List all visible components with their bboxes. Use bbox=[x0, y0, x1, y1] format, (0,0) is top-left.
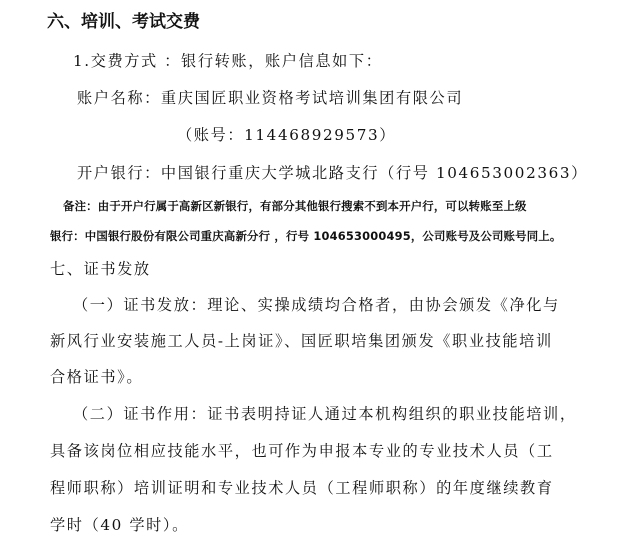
account-number-line: （账号：114468929573） bbox=[177, 126, 397, 144]
certificate-issuance-line-3: 合格证书》。 bbox=[50, 368, 144, 386]
bank-note-line-2: 银行：中国银行股份有限公司重庆高新分行 ，行号 104653000495，公司账号及公司账号同上。 bbox=[50, 229, 562, 243]
bank-note-line-1: 备注：由于开户行属于高新区新银行，有部分其他银行搜索不到本开户行，可以转账至上级 bbox=[63, 199, 527, 213]
bank-line: 开户银行：中国银行重庆大学城北路支行（行号 104653002363） bbox=[77, 164, 588, 182]
section-6-heading: 六、培训、考试交费 bbox=[47, 12, 200, 32]
certificate-usage-line-4: 学时（40 学时）。 bbox=[50, 516, 189, 534]
certificate-issuance-line-2: 新风行业安装施工人员-上岗证》、国匠职培集团颁发《职业技能培训 bbox=[50, 332, 553, 350]
section-7-heading: 七、证书发放 bbox=[50, 260, 151, 278]
payment-method-line: 1.交费方式 ：银行转账，账户信息如下： bbox=[73, 52, 383, 70]
certificate-usage-line-3: 程师职称）培训证明和专业技术人员（工程师职称）的年度继续教育 bbox=[50, 479, 554, 497]
certificate-usage-line-2: 具备该岗位相应技能水平，也可作为申报本专业的专业技术人员（工 bbox=[50, 442, 554, 460]
account-name-line: 账户名称：重庆国匠职业资格考试培训集团有限公司 bbox=[77, 89, 464, 107]
certificate-usage-line-1: （二）证书作用：证书表明持证人通过本机构组织的职业技能培训， bbox=[73, 405, 577, 423]
certificate-issuance-line-1: （一）证书发放：理论、实操成绩均合格者，由协会颁发《净化与 bbox=[73, 296, 560, 314]
